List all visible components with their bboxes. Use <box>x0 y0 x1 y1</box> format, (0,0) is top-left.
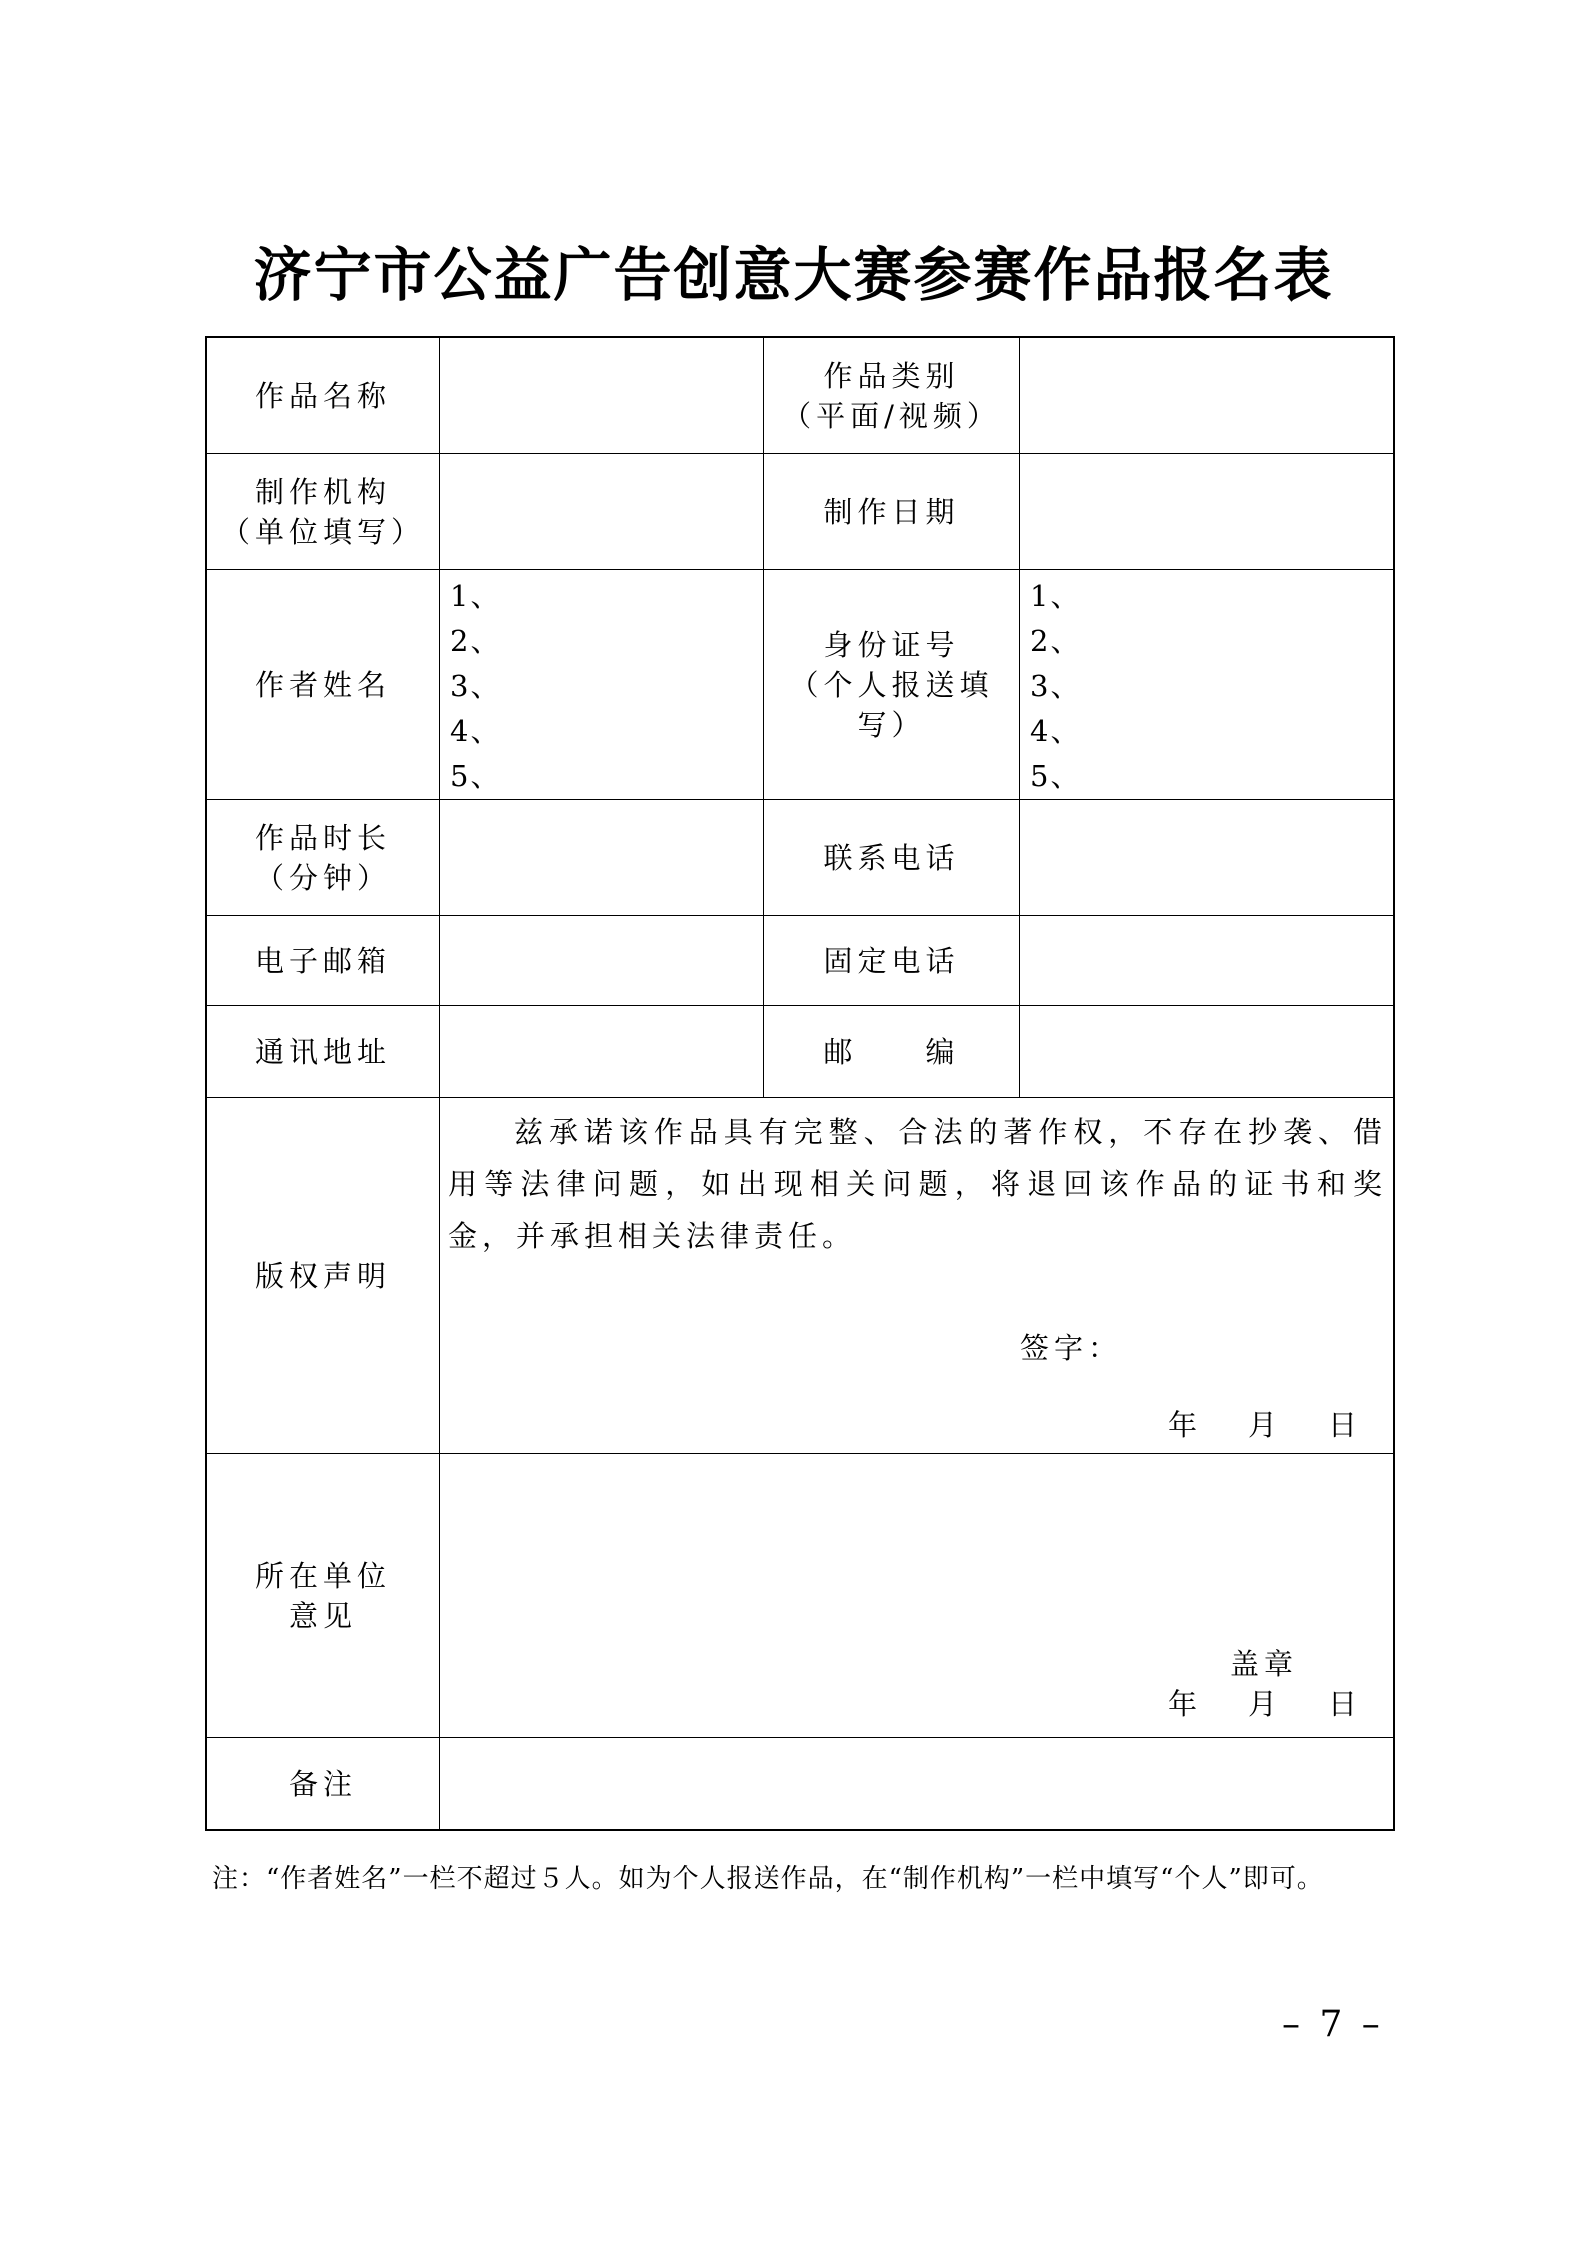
phone-label-cell <box>764 800 1020 916</box>
seal-label: 盖章 <box>1230 1647 1299 1681</box>
work-category-field[interactable] <box>1020 338 1393 454</box>
address-label-cell <box>207 1006 440 1098</box>
postcode-label: 邮 编 <box>823 1034 960 1069</box>
author-slot-1: 1、 <box>450 579 502 613</box>
id-numbers-field[interactable] <box>1020 570 1393 800</box>
work-category-hint: （平面/视频） <box>782 398 1001 433</box>
id-slot-4: 4、 <box>1030 714 1082 748</box>
postcode-field[interactable] <box>1020 1006 1393 1098</box>
email-label-cell <box>207 916 440 1006</box>
unit-opinion-field[interactable] <box>440 1454 1393 1738</box>
work-category-label-cell <box>764 338 1020 454</box>
unit-opinion-label-cell <box>207 1454 440 1738</box>
page-number: – 7 – <box>1282 2004 1384 2045</box>
phone-field[interactable] <box>1020 800 1393 916</box>
producer-label-cell <box>207 454 440 570</box>
signature-date <box>1168 1405 1357 1445</box>
registration-form-table <box>205 336 1395 1831</box>
work-name-field[interactable] <box>440 338 764 454</box>
author-slot-2: 2、 <box>450 624 502 658</box>
remarks-label-cell <box>207 1738 440 1829</box>
seal-date-year: 年 <box>1168 1687 1198 1721</box>
author-names-label-cell <box>207 570 440 800</box>
id-number-label-cell <box>764 570 1020 800</box>
email-field[interactable] <box>440 916 764 1006</box>
address-label: 通讯地址 <box>254 1034 391 1069</box>
seal-date <box>1168 1684 1357 1724</box>
id-slot-5: 5、 <box>1030 759 1082 793</box>
phone-label: 联系电话 <box>823 840 960 875</box>
id-slot-3: 3、 <box>1030 669 1082 703</box>
address-field[interactable] <box>440 1006 764 1098</box>
page-title: 济宁市公益广告创意大赛参赛作品报名表 <box>253 241 1334 309</box>
landline-field[interactable] <box>1020 916 1393 1006</box>
id-slot-2: 2、 <box>1030 624 1082 658</box>
production-date-label: 制作日期 <box>823 494 960 529</box>
signature-date-month: 月 <box>1248 1408 1278 1442</box>
footnote: 注：“作者姓名”一栏不超过５人。如为个人报送作品，在“制作机构”一栏中填写“个人”即可。 <box>212 1864 1324 1894</box>
producer-label: 制作机构 <box>254 474 391 509</box>
producer-hint: （单位填写） <box>220 514 425 549</box>
unit-opinion-label-line2: 意见 <box>288 1598 357 1633</box>
remarks-field[interactable] <box>440 1738 1393 1829</box>
unit-opinion-label: 所在单位 <box>254 1558 391 1593</box>
landline-label-cell <box>764 916 1020 1006</box>
remarks-label: 备注 <box>288 1766 357 1801</box>
id-number-label: 身份证号 <box>823 627 960 662</box>
email-label: 电子邮箱 <box>254 943 391 978</box>
signature-date-day: 日 <box>1328 1408 1358 1442</box>
copyright-label: 版权声明 <box>254 1258 391 1293</box>
duration-label-cell <box>207 800 440 916</box>
id-slot-1: 1、 <box>1030 579 1082 613</box>
seal-date-day: 日 <box>1328 1687 1358 1721</box>
copyright-label-cell <box>207 1098 440 1454</box>
copyright-statement-text: 兹承诺该作品具有完整、合法的著作权，不存在抄袭、借用等法律问题，如出现相关问题，将退回该作品的证书和奖金，并承担相关法律责任。 <box>448 1115 1387 1253</box>
signature-label: 签字： <box>1020 1331 1123 1365</box>
signature-date-year: 年 <box>1168 1408 1198 1442</box>
production-date-label-cell <box>764 454 1020 570</box>
author-slot-4: 4、 <box>450 714 502 748</box>
author-names-field[interactable] <box>440 570 764 800</box>
work-name-label-cell <box>207 338 440 454</box>
landline-label: 固定电话 <box>823 943 960 978</box>
production-date-field[interactable] <box>1020 454 1393 570</box>
producer-field[interactable] <box>440 454 764 570</box>
author-slot-3: 3、 <box>450 669 502 703</box>
id-number-hint: （个人报送填写） <box>789 667 994 742</box>
copyright-statement-cell <box>440 1098 1393 1454</box>
seal-date-month: 月 <box>1248 1687 1278 1721</box>
author-slot-5: 5、 <box>450 759 502 793</box>
author-names-label: 作者姓名 <box>254 667 391 702</box>
work-category-label: 作品类别 <box>823 358 960 393</box>
postcode-label-cell <box>764 1006 1020 1098</box>
duration-label: 作品时长 <box>254 820 391 855</box>
duration-field[interactable] <box>440 800 764 916</box>
duration-hint: （分钟） <box>254 860 391 895</box>
work-name-label: 作品名称 <box>254 378 391 413</box>
